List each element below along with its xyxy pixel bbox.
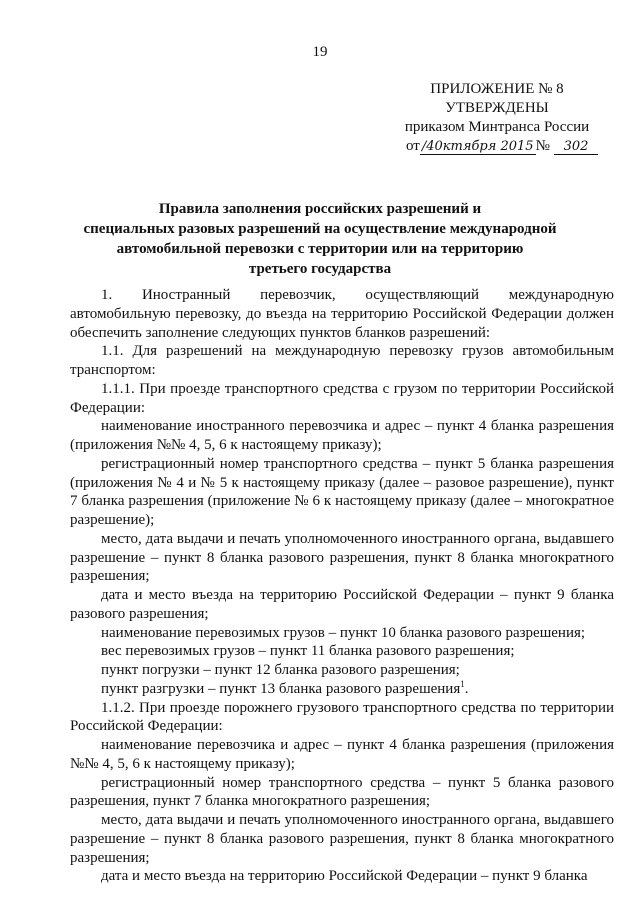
paragraph: наименование перевозчика и адрес – пункт 4 бланка разрешения (приложения №№ 4, 5, 6 к настоящему приказу); [70, 737, 614, 772]
approval-block [392, 80, 602, 156]
title-line: Правила заполнения российских разрешений и [158, 201, 482, 217]
paragraph: дата и место въезда на территорию Российской Федерации – пункт 9 бланка [101, 868, 588, 885]
paragraph: наименование перевозимых грузов – пункт 10 бланка разового разрешения; [101, 624, 586, 641]
handwritten-date: /40ктября 2015 [421, 139, 534, 154]
paragraph: 1.1.2. При проезде порожнего грузового транспортного средства по территории Российской Федерации: [70, 699, 614, 735]
page-number: 19 [312, 44, 328, 60]
order-label: приказом Минтранса России [404, 119, 590, 135]
from-prefix: от [406, 138, 420, 154]
document-body [70, 286, 614, 886]
paragraph: пункт разгрузки – пункт 13 бланка разового разрешения$^1$. [101, 678, 469, 697]
document-title [60, 199, 580, 279]
footnote-mark: 1 [460, 678, 465, 689]
paragraph: наименование иностранного перевозчика и адрес – пункт 4 бланка разрешения (приложения №№ 4, 5, 6 к настоящему приказу); [70, 418, 614, 453]
paragraph: дата и место въезда на территорию Российской Федерации – пункт 9 бланка разового разрешения; [70, 587, 614, 622]
title-line: третьего государства [248, 261, 392, 277]
paragraph: 1.1.1. При проезде транспортного средства с грузом по территории Российской Федерации: [70, 380, 614, 416]
paragraph: пункт погрузки – пункт 12 бланка разового разрешения; [101, 662, 460, 678]
paragraph: 1.1. Для разрешений на международную перевозку грузов автомобильным транспортом: [70, 343, 614, 378]
paragraph-text: пункт разгрузки – пункт 13 бланка разового разрешения [101, 680, 461, 697]
paragraph: место, дата выдачи и печать уполномоченного иностранного органа, выдавшего разрешение – пункт 8 бланка разового разрешения, пункт 8 бланка многократного разрешения; [70, 530, 614, 585]
annex-label: ПРИЛОЖЕНИЕ № 8 [430, 81, 564, 97]
approved-label: УТВЕРЖДЕНЫ [445, 100, 549, 116]
order-date-line [392, 137, 602, 156]
number-prefix: № [535, 138, 550, 154]
paragraph: место, дата выдачи и печать уполномоченного иностранного органа, выдавшего разрешение – пункт 8 бланка разового разрешения, пункт 8 бланка многократного разрешения; [70, 812, 614, 866]
paragraph: вес перевозимых грузов – пункт 11 бланка разового разрешения; [101, 643, 515, 660]
paragraph: регистрационный номер транспортного средства – пункт 5 бланка разрешения (приложения № 4 и № 5 к настоящему приказу (далее – разовое разрешение), пункт 7 бланка разрешения (приложение № 6 к настоящему приказу (далее – многократное разрешение); [70, 455, 614, 528]
handwritten-number: 302 [554, 139, 599, 155]
paragraph: 1. Иностранный перевозчик, осуществляющий международную автомобильную перевозку, до въезда на территорию Российской Федерации должен обеспечить заполнение следующих пунктов бланков разрешений: [70, 287, 614, 341]
title-line: специальных разовых разрешений на осуществление международной [83, 221, 557, 237]
title-line: автомобильной перевозки с территории или на территорию [116, 241, 524, 257]
paragraph: регистрационный номер транспортного средства – пункт 5 бланка разового разрешения, пункт 7 бланка многократного разрешения; [70, 774, 614, 810]
